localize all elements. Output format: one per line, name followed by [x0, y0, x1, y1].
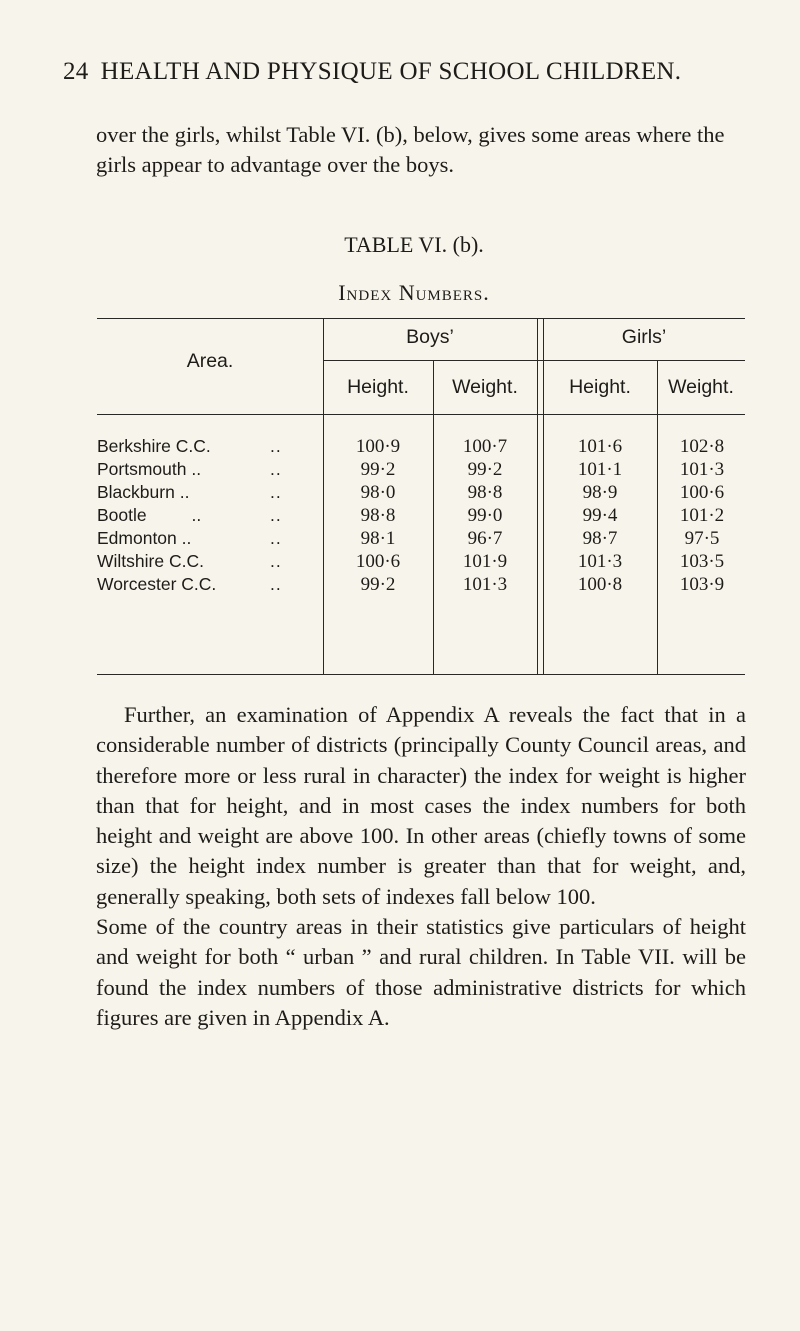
- boys-weight-cell: 100·7: [462, 436, 508, 457]
- boys-height-cell: 99·2: [360, 574, 396, 595]
- boys-weight-cell: 101·3: [462, 574, 508, 595]
- girls-height-cell: 98·7: [582, 528, 618, 549]
- index-numbers-table: [97, 318, 745, 676]
- area-cell: Blackburn ..: [97, 482, 190, 502]
- girls-height-cell: 101·3: [577, 551, 623, 572]
- page-number: 24: [63, 58, 89, 85]
- area-cell: Bootle ..: [97, 505, 202, 525]
- boys-height-cell: 100·9: [355, 436, 401, 457]
- boys-weight-cell: 98·8: [467, 482, 503, 503]
- leader-dots: ..: [270, 574, 282, 594]
- girls-weight-cell: 103·9: [679, 574, 725, 595]
- leader-dots: ..: [270, 528, 282, 548]
- area-cell: Portsmouth ..: [97, 459, 202, 479]
- area-cell: Wiltshire C.C.: [97, 551, 204, 571]
- girls-height-cell: 100·8: [577, 574, 623, 595]
- girls-weight-cell: 101·3: [679, 459, 725, 480]
- table-row: [97, 528, 745, 551]
- header-area: Area.: [186, 350, 234, 372]
- area-cell: Edmonton ..: [97, 528, 192, 548]
- body-text: [96, 700, 746, 1033]
- girls-weight-cell: 97·5: [684, 528, 720, 549]
- girls-weight-cell: 102·8: [679, 436, 725, 457]
- girls-weight-cell: 103·5: [679, 551, 725, 572]
- table-subheader-rule: [323, 360, 745, 361]
- leader-dots: ..: [270, 505, 282, 525]
- running-title: HEALTH AND PHYSIQUE OF SCHOOL CHILDREN.: [100, 58, 682, 85]
- boys-weight-cell: 96·7: [467, 528, 503, 549]
- girls-height-cell: 101·1: [577, 459, 623, 480]
- table-row: [97, 574, 745, 597]
- girls-height-cell: 99·4: [582, 505, 618, 526]
- table-row: [97, 436, 745, 459]
- area-cell: Berkshire C.C.: [97, 436, 211, 456]
- area-cell: Worcester C.C.: [97, 574, 217, 594]
- table-bottom-rule: [97, 674, 745, 675]
- boys-weight-cell: 99·0: [467, 505, 503, 526]
- running-head: [63, 58, 743, 86]
- paragraph: Further, an examination of Appendix A reveals the fact that in a considerable number of districts (principally County Council areas, and therefore more or less rural in character) the index for weight is higher than that for height, and in most cases the index numbers for both height and weight are above 100. In other areas (chiefly towns of some size) the height index number is greater than that for weight, and, generally speaking, both sets of indexes fall below 100.: [96, 702, 746, 909]
- header-boys-weight: Weight.: [452, 376, 518, 398]
- table-title: TABLE VI. (b).: [344, 232, 484, 257]
- leader-dots: ..: [270, 459, 282, 479]
- header-girls-weight: Weight.: [668, 376, 734, 398]
- boys-height-cell: 98·0: [360, 482, 396, 503]
- intro-paragraph: over the girls, whilst Table VI. (b), below, gives some areas where the girls appear to advantage over the boys.: [96, 122, 725, 177]
- boys-height-cell: 100·6: [355, 551, 401, 572]
- leader-dots: ..: [270, 551, 282, 571]
- header-girls-height: Height.: [569, 376, 631, 398]
- paragraph: Some of the country areas in their statistics give particulars of height and weight for both “ urban ” and rural children. In Table VII. will be found the index numbers of those administrative districts for which figures are given in Appendix A.: [96, 914, 746, 1030]
- table-row: [97, 459, 745, 482]
- girls-weight-cell: 101·2: [679, 505, 725, 526]
- header-boys: Boys’: [406, 326, 454, 348]
- girls-height-cell: 98·9: [582, 482, 618, 503]
- boys-weight-cell: 101·9: [462, 551, 508, 572]
- boys-weight-cell: 99·2: [467, 459, 503, 480]
- header-boys-height: Height.: [347, 376, 409, 398]
- girls-height-cell: 101·6: [577, 436, 623, 457]
- leader-dots: ..: [270, 482, 282, 502]
- table-row: [97, 482, 745, 505]
- leader-dots: ..: [270, 436, 282, 456]
- boys-height-cell: 99·2: [360, 459, 396, 480]
- table-row: [97, 551, 745, 574]
- table-header-bottom-rule: [97, 414, 745, 415]
- header-girls: Girls’: [621, 326, 667, 348]
- boys-height-cell: 98·8: [360, 505, 396, 526]
- table-top-rule: [97, 318, 745, 319]
- boys-height-cell: 98·1: [360, 528, 396, 549]
- table-subtitle: Index Numbers.: [338, 280, 490, 305]
- girls-weight-cell: 100·6: [679, 482, 725, 503]
- table-row: [97, 505, 745, 528]
